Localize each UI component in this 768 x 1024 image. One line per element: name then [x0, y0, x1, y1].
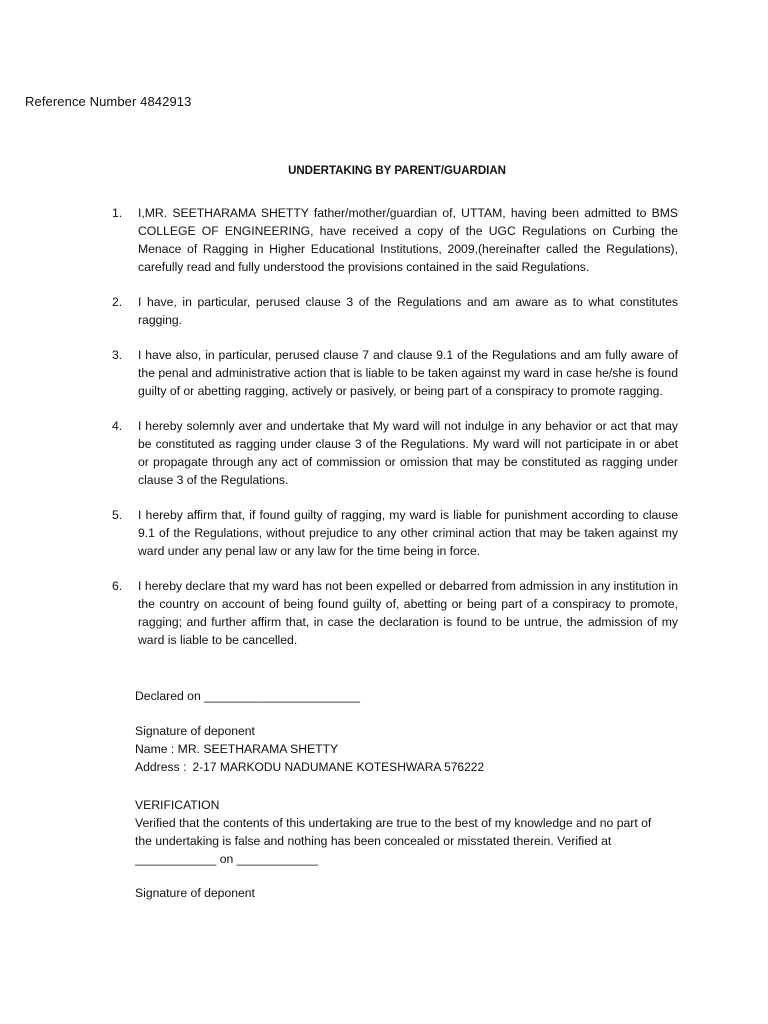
clause-number: 1. — [112, 206, 123, 220]
document-title: UNDERTAKING BY PARENT/GUARDIAN — [288, 165, 506, 177]
clause-4 — [112, 417, 678, 489]
clause-text: I,MR. SEETHARAMA SHETTY father/mother/guardian of, UTTAM, having been admitted to BMS COLLEGE OF ENGINEERING, have received a copy of the UGC Regulations on Curbing the Menace of Ragging in Higher Educational Institutions, 2009,(hereinafter called the Regulations), carefully read and fully understood the provisions contained in the said Regulations. — [138, 206, 678, 274]
clause-2 — [112, 293, 678, 329]
clause-text: I hereby affirm that, if found guilty of ragging, my ward is liable for punishment according to clause 9.1 of the Regulations, without prejudice to any other criminal action that may be taken against my ward under any penal law or any law for the time being in force. — [138, 508, 678, 558]
clause-number: 5. — [112, 508, 123, 522]
clause-text: I have, in particular, perused clause 3 of the Regulations and am aware as to what constitutes ragging. — [138, 295, 678, 327]
address-value: 2-17 MARKODU NADUMANE KOTESHWARA 576222 — [192, 760, 485, 774]
clause-number: 4. — [112, 419, 123, 433]
clause-number: 6. — [112, 579, 123, 593]
clause-6 — [112, 577, 678, 649]
deponent-address — [135, 758, 484, 776]
signature-label-2: Signature of deponent — [135, 886, 255, 900]
clause-number: 2. — [112, 295, 123, 309]
clause-3 — [112, 346, 678, 400]
clause-text: I have also, in particular, perused clause 7 and clause 9.1 of the Regulations and am fully aware of the penal and administrative action that is liable to be taken against my ward in case he/she is found guilty of or abetting ragging, actively or pasively, or being part of a conspiracy to promote ragging. — [138, 348, 678, 398]
clause-5 — [112, 506, 678, 560]
verification-text: Verified that the contents of this undertaking are true to the best of my knowledge and no part of the undertaking is false and nothing has been concealed or misstated therein. Verified at ____________ on ____________ — [135, 816, 652, 866]
address-label: Address : — [135, 760, 187, 774]
reference-number: Reference Number 4842913 — [25, 94, 192, 109]
clause-1 — [112, 204, 678, 276]
clause-text: I hereby solemnly aver and undertake that My ward will not indulge in any behavior or act that may be constituted as ragging under clause 3 of the Regulations. My ward will not participate in or abet or propagate through any act of commission or omission that may be constituted as ragging under clause 3 of the Regulations. — [138, 419, 678, 487]
clause-number: 3. — [112, 348, 123, 362]
signature-label: Signature of deponent — [135, 724, 255, 738]
deponent-name: Name : MR. SEETHARAMA SHETTY — [135, 742, 339, 756]
clause-list — [112, 204, 678, 666]
clause-text: I hereby declare that my ward has not been expelled or debarred from admission in any institution in the country on account of being found guilty of, abetting or being part of a conspiracy to promote, ragging; and further affirm that, in case the declaration is found to be untrue, the admission of my ward is liable to be cancelled. — [138, 579, 678, 647]
verification-heading: VERIFICATION — [135, 798, 220, 812]
declared-on-line: Declared on _______________________ — [135, 689, 360, 703]
